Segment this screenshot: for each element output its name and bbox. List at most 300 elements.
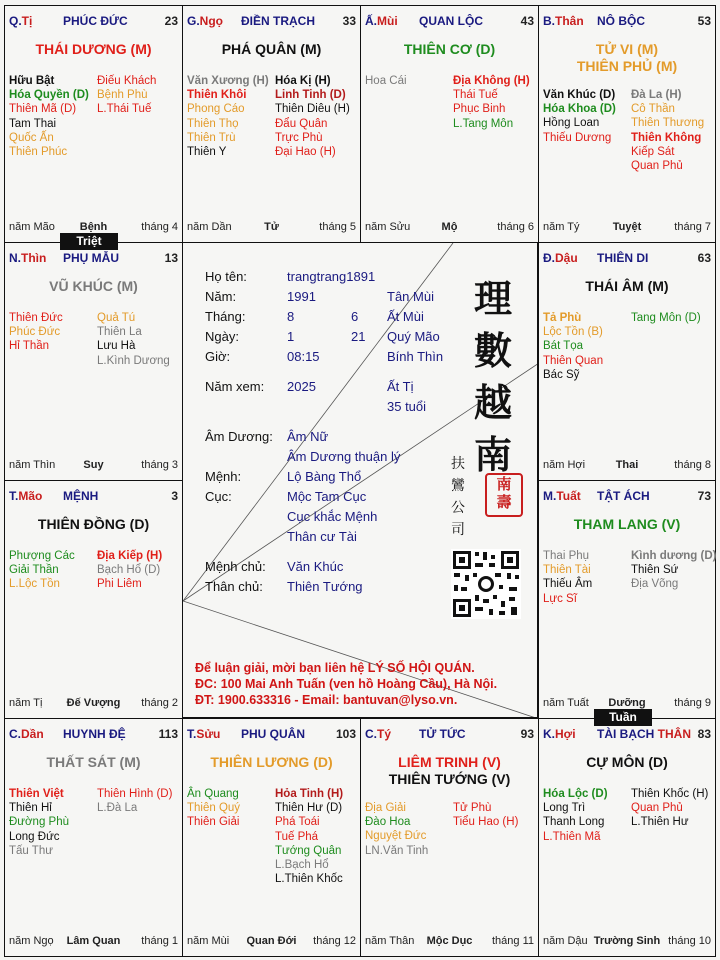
nam-xem-label: Năm xem: — [205, 379, 265, 394]
dai-han-age: 103 — [335, 727, 356, 741]
main-stars — [7, 278, 180, 295]
luu-nien-year: năm Mùi — [187, 935, 230, 947]
tu-vi-chart — [4, 5, 716, 957]
main-star: THÁI ÂM (M) — [585, 278, 669, 294]
luu-nien-year: năm Thìn — [9, 459, 56, 471]
luu-nguyet-month: tháng 1 — [141, 935, 178, 947]
minor-star: Thiên Mã (D) — [9, 103, 77, 116]
palace-header — [187, 14, 356, 28]
palace-name: NÔ BỘC — [597, 14, 645, 28]
calligraphy-small: 扶 鸞 公 司 — [451, 456, 465, 538]
palace-than[interactable] — [538, 5, 716, 243]
minor-star: Thiên Sứ — [631, 564, 679, 577]
main-star: TỬ VI (M) — [595, 41, 659, 57]
ho-ten-label: Họ tên: — [205, 269, 247, 284]
ngay-duong-lich: 21 — [351, 329, 366, 344]
dai-han-age: 43 — [520, 14, 534, 28]
luu-nguyet-month: tháng 6 — [497, 221, 534, 233]
minor-star: LN.Văn Tinh — [365, 844, 429, 857]
thien-can: G. — [187, 14, 200, 28]
thien-can: Q. — [9, 14, 22, 28]
contact-note-1: Để luận giải, mời bạn liên hệ LÝ SỐ HỘI QUÁN. — [195, 661, 475, 675]
minor-star: Văn Khúc (D) — [543, 89, 616, 101]
am-duong-label: Âm Dương: — [205, 429, 273, 444]
palace-tuat[interactable] — [538, 480, 716, 719]
right-stars — [631, 787, 708, 830]
minor-star: Quan Phủ — [631, 802, 683, 815]
palace-name: ĐIỀN TRẠCH — [241, 14, 315, 28]
calligraphy-char-3: 越 — [473, 380, 512, 425]
right-stars — [97, 549, 162, 592]
gio-value: 08:15 — [287, 349, 320, 364]
left-stars — [543, 787, 608, 844]
minor-star: L.Bạch Hổ — [275, 859, 329, 872]
thien-can: Đ. — [543, 251, 555, 265]
than-cu: Thân cư Tài — [287, 529, 357, 544]
palace-can-chi — [543, 489, 581, 503]
palace-suu[interactable] — [182, 718, 361, 957]
main-star: THẤT SÁT (M) — [46, 754, 141, 770]
triet-marker: Triệt — [60, 233, 118, 250]
truong-sinh: Dưỡng — [608, 697, 646, 709]
minor-star: Thiên Quý — [187, 802, 241, 815]
minor-star: Quả Tú — [97, 312, 136, 324]
luu-nien-year: năm Tý — [543, 221, 580, 233]
minor-star: Địa Võng — [631, 578, 679, 591]
main-stars — [185, 754, 358, 771]
main-stars — [363, 754, 536, 788]
ngay-label: Ngày: — [205, 329, 239, 344]
cuc-value: Mộc Tam Cục — [287, 489, 367, 504]
left-stars — [365, 801, 428, 858]
minor-star: Hóa Khoa (D) — [543, 103, 616, 116]
right-stars — [631, 311, 701, 325]
minor-star: L.Lộc Tồn — [9, 578, 60, 591]
main-star: THIÊN PHỦ (M) — [576, 58, 678, 74]
minor-star: Trực Phù — [275, 131, 323, 144]
minor-star: Kiếp Sát — [631, 145, 675, 158]
main-star: THIÊN TƯỚNG (V) — [388, 771, 511, 787]
dia-chi: Dậu — [555, 251, 578, 265]
dai-han-age: 83 — [697, 727, 711, 741]
main-stars — [541, 754, 713, 771]
tuan-marker: Tuần — [594, 709, 652, 726]
thang-can-chi: Ất Mùi — [387, 309, 424, 324]
luu-nguyet-month: tháng 5 — [319, 221, 356, 233]
luu-nguyet-month: tháng 7 — [674, 221, 711, 233]
minor-star: Thiếu Âm — [543, 578, 593, 591]
minor-star: Linh Tinh (D) — [275, 89, 346, 102]
truong-sinh: Thai — [615, 459, 639, 471]
minor-star: Hỉ Thần — [9, 340, 50, 353]
minor-star: Thiên Khôi — [187, 89, 247, 102]
palace-dan[interactable] — [4, 718, 183, 957]
main-star: CỰ MÔN (D) — [586, 754, 668, 770]
truong-sinh: Tử — [264, 221, 279, 233]
minor-star: Tam Thai — [9, 117, 57, 130]
palace-header — [187, 727, 356, 741]
minor-star: L.Đà La — [97, 802, 138, 815]
minor-star: Long Đức — [9, 830, 60, 843]
main-star: THIÊN ĐỒNG (D) — [37, 516, 150, 532]
palace-dau[interactable] — [538, 242, 716, 481]
luu-nien-year: năm Hợi — [543, 459, 586, 471]
gio-can-chi: Bính Thìn — [387, 349, 444, 364]
dai-han-age: 13 — [164, 251, 178, 265]
contact-phone-email[interactable]: ĐT: 1900.633316 - Email: bantuvan@lyso.vn. — [195, 693, 458, 707]
contact-address: ĐC: 100 Mai Anh Tuấn (ven hồ Hoàng Cầu), Hà Nội. — [195, 677, 498, 691]
minor-star: L.Thiên Hư — [631, 816, 689, 829]
thien-can: Ấ. — [365, 14, 377, 28]
minor-star: Đà La (H) — [631, 89, 682, 101]
minor-star: Hồng Loan — [543, 117, 600, 130]
truong-sinh: Quan Đới — [246, 935, 297, 947]
menh-chu-label: Mệnh chủ: — [205, 559, 266, 574]
palace-name: HUYNH ĐỆ — [63, 727, 126, 741]
minor-star: Tiểu Hao (H) — [453, 816, 519, 829]
thien-can: N. — [9, 251, 21, 265]
main-stars — [7, 41, 180, 58]
minor-star: Thiên Thương — [631, 117, 705, 130]
main-stars — [185, 41, 358, 58]
palace-header — [9, 727, 178, 741]
dia-chi: Thìn — [21, 251, 47, 265]
than-chu-label: Thân chủ: — [205, 579, 263, 594]
minor-star: Thiên Quan — [543, 354, 604, 367]
minor-star: Hóa Quyền (D) — [9, 89, 89, 102]
minor-star: Địa Kiếp (H) — [97, 550, 163, 562]
palace-thin[interactable] — [4, 242, 183, 481]
thien-can: C. — [365, 727, 377, 741]
luu-nguyet-month: tháng 2 — [141, 697, 178, 709]
minor-star: Cô Thần — [631, 103, 675, 116]
minor-star: Văn Xương (H) — [187, 75, 269, 87]
right-stars — [631, 549, 716, 592]
center-info-panel — [182, 242, 538, 718]
dia-chi: Tuất — [556, 489, 581, 503]
luu-nguyet-month: tháng 8 — [674, 459, 711, 471]
luu-nien-year: năm Sửu — [365, 221, 411, 233]
dai-han-age: 23 — [164, 14, 178, 28]
right-stars — [453, 74, 530, 131]
palace-footer — [543, 459, 711, 472]
thien-can: T. — [9, 489, 19, 503]
minor-star: Kình dương (D) — [631, 550, 717, 562]
luu-nguyet-month: tháng 11 — [491, 935, 534, 947]
minor-star: Thiên Phúc — [9, 146, 68, 159]
palace-can-chi — [9, 14, 32, 28]
luu-nguyet-month: tháng 12 — [313, 935, 356, 947]
truong-sinh: Trường Sinh — [593, 935, 661, 947]
main-star: THAM LANG (V) — [573, 516, 681, 532]
palace-name: PHÚC ĐỨC — [63, 14, 128, 28]
left-stars — [365, 74, 407, 88]
truong-sinh: Suy — [83, 459, 104, 471]
right-stars — [275, 787, 343, 886]
ho-ten-value: trangtrang1891 — [287, 269, 376, 284]
left-stars — [543, 549, 592, 606]
thang-duong-lich: 6 — [351, 309, 359, 324]
dia-chi: Ngọ — [199, 14, 223, 28]
minor-star: Đẩu Quân — [275, 117, 328, 130]
minor-star: Quốc Ấn — [9, 131, 54, 144]
minor-star: L.Thái Tuế — [97, 103, 152, 116]
palace-can-chi — [365, 14, 398, 28]
minor-star: Thiên Trù — [187, 131, 236, 144]
calligraphy-char-1: 理 — [473, 276, 512, 321]
minor-star: Thiên Hỉ — [9, 802, 52, 815]
thang-label: Tháng: — [205, 309, 246, 324]
minor-star: Tướng Quân — [275, 844, 342, 857]
palace-name: PHỤ MẪU — [63, 251, 119, 265]
main-star: PHÁ QUÂN (M) — [221, 41, 322, 57]
luu-nguyet-month: tháng 3 — [141, 459, 178, 471]
palace-header — [543, 727, 711, 741]
minor-star: Thanh Long — [543, 816, 605, 829]
truong-sinh: Tuyệt — [612, 221, 642, 233]
palace-header — [543, 251, 711, 265]
minor-star: Phúc Đức — [9, 326, 61, 339]
palace-footer — [543, 221, 711, 234]
minor-star: Phi Liêm — [97, 578, 142, 591]
dia-chi: Mão — [18, 489, 43, 503]
minor-star: Bệnh Phù — [97, 89, 148, 102]
calligraphy-char-2: 數 — [473, 328, 512, 373]
minor-star: Ân Quang — [187, 788, 239, 800]
thang-am-lich: 8 — [287, 309, 295, 324]
gio-label: Giờ: — [205, 349, 231, 364]
palace-header — [365, 14, 534, 28]
minor-star: Địa Giải — [365, 802, 406, 814]
right-stars — [453, 801, 518, 829]
thien-can: C. — [9, 727, 21, 741]
minor-star: Thiên Giải — [187, 816, 240, 829]
minor-star: Thiên Hư (D) — [275, 802, 343, 815]
nam-value: 1991 — [287, 289, 316, 304]
right-stars — [97, 74, 156, 117]
am-duong-value: Âm Nữ — [287, 429, 329, 444]
minor-star: Bát Tọa — [543, 340, 584, 353]
nam-xem-can-chi: Ất Tị — [387, 379, 414, 394]
nam-xem-value: 2025 — [287, 379, 316, 394]
dai-han-age: 63 — [697, 251, 711, 265]
palace-name: TÀI BẠCH — [597, 727, 655, 741]
left-stars — [543, 311, 603, 382]
minor-star: Hoa Cái — [365, 75, 407, 87]
main-stars — [363, 41, 536, 58]
ngay-can-chi: Quý Mão — [387, 329, 440, 344]
minor-star: Bác Sỹ — [543, 368, 580, 381]
dia-chi: Thân — [555, 14, 584, 28]
am-duong-relation: Âm Dương thuận lý — [287, 449, 401, 464]
truong-sinh: Bệnh — [79, 221, 108, 233]
menh-chu-value: Văn Khúc — [287, 559, 344, 574]
truong-sinh: Lâm Quan — [66, 935, 121, 947]
right-stars — [275, 74, 350, 159]
palace-can-chi — [9, 251, 46, 265]
luu-nien-year: năm Tuất — [543, 697, 589, 709]
dai-han-age: 93 — [520, 727, 534, 741]
main-star: THIÊN LƯƠNG (D) — [210, 754, 333, 770]
palace-can-chi — [543, 727, 576, 741]
minor-star: Địa Không (H) — [453, 75, 530, 87]
minor-star: L.Thiên Khốc — [275, 873, 343, 886]
palace-name: PHU QUÂN — [241, 727, 306, 741]
palace-name: TỬ TỨC — [419, 727, 466, 741]
left-stars — [187, 787, 240, 830]
minor-star: Thiên Đức — [9, 312, 63, 324]
luu-nguyet-month: tháng 9 — [674, 697, 711, 709]
main-stars — [541, 278, 713, 295]
luu-nien-year: năm Mão — [9, 221, 55, 233]
left-stars — [9, 787, 69, 858]
thien-can: T. — [187, 727, 197, 741]
palace-name: THIÊN DI — [597, 251, 649, 265]
left-stars — [9, 74, 89, 159]
truong-sinh: Mộc Dục — [426, 935, 473, 947]
main-star: VŨ KHÚC (M) — [49, 278, 138, 294]
minor-star: Long Trì — [543, 802, 586, 815]
palace-ty[interactable] — [360, 718, 539, 957]
palace-mao[interactable] — [4, 480, 183, 719]
palace-header — [543, 14, 711, 28]
palace-footer — [187, 935, 356, 948]
thien-can: K. — [543, 727, 555, 741]
dia-chi: Tị — [21, 14, 33, 28]
minor-star: Thiên Tài — [543, 564, 591, 577]
dai-han-age: 73 — [697, 489, 711, 503]
right-stars — [97, 311, 170, 368]
palace-hoi[interactable] — [538, 718, 716, 957]
palace-footer — [9, 935, 178, 948]
minor-star: Tả Phù — [543, 312, 582, 324]
palace-header — [9, 251, 178, 265]
palace-ti[interactable] — [4, 5, 183, 243]
left-stars — [543, 88, 616, 145]
palace-can-chi — [365, 727, 391, 741]
dia-chi: Dần — [21, 727, 44, 741]
minor-star: Lực Sĩ — [543, 592, 577, 605]
luu-nguyet-month: tháng 4 — [141, 221, 178, 233]
luu-nien-year: năm Thân — [365, 935, 415, 947]
palace-mui[interactable] — [360, 5, 539, 243]
palace-footer — [9, 459, 178, 472]
dia-chi: Tý — [377, 727, 392, 741]
minor-star: Giải Thần — [9, 564, 59, 577]
minor-star: Bạch Hổ (D) — [97, 564, 161, 577]
palace-footer — [187, 221, 356, 234]
main-stars — [7, 754, 180, 771]
palace-name: MỆNH — [63, 489, 99, 503]
dai-han-age: 3 — [171, 489, 178, 503]
minor-star: Nguyệt Đức — [365, 830, 427, 843]
palace-ngo[interactable] — [182, 5, 361, 243]
minor-star: Đại Hao (H) — [275, 146, 336, 159]
right-stars — [631, 88, 704, 173]
minor-star: L.Thiên Mã — [543, 830, 601, 843]
than-marker: THÂN — [657, 727, 691, 741]
calligraphy-char-4: 南 — [473, 432, 512, 477]
luu-nien-year: năm Ngọ — [9, 935, 54, 947]
main-stars — [7, 516, 180, 533]
palace-can-chi — [543, 251, 578, 265]
main-star: LIÊM TRINH (V) — [398, 754, 501, 770]
palace-can-chi — [9, 489, 42, 503]
minor-star: Đường Phù — [9, 816, 69, 829]
palace-can-chi — [543, 14, 584, 28]
dai-han-age: 33 — [342, 14, 356, 28]
menh-label: Mệnh: — [205, 469, 242, 484]
minor-star: Tang Môn (D) — [631, 312, 701, 324]
minor-star: Thiên Không — [631, 131, 702, 144]
palace-header — [365, 727, 534, 741]
minor-star: Quan Phủ — [631, 160, 683, 173]
main-stars — [541, 41, 713, 75]
right-stars — [97, 787, 172, 815]
nam-can-chi: Tân Mùi — [387, 289, 434, 304]
cuc-relation: Cục khắc Mệnh — [287, 509, 378, 524]
main-stars — [541, 516, 713, 533]
minor-star: Thiên Y — [187, 146, 227, 159]
minor-star: Phượng Các — [9, 550, 75, 562]
than-chu-value: Thiên Tướng — [287, 579, 363, 594]
left-stars — [187, 74, 269, 159]
palace-footer — [365, 221, 534, 234]
palace-footer — [9, 697, 178, 710]
nam-label: Năm: — [205, 289, 237, 304]
minor-star: Thiên Việt — [9, 788, 64, 800]
palace-can-chi — [187, 14, 223, 28]
minor-star: L.Tang Môn — [453, 117, 514, 130]
truong-sinh: Đế Vượng — [66, 697, 121, 709]
dia-chi: Mùi — [377, 14, 398, 28]
minor-star: Phong Cáo — [187, 103, 245, 116]
minor-star: Phá Toái — [275, 816, 320, 829]
qr-code[interactable] — [451, 549, 521, 619]
palace-name: TẬT ÁCH — [597, 489, 650, 503]
left-stars — [9, 311, 63, 354]
thien-can: M. — [543, 489, 557, 503]
main-star: THÁI DƯƠNG (M) — [35, 41, 152, 57]
menh-value: Lộ Bàng Thổ — [287, 469, 362, 484]
main-star: THIÊN CƠ (D) — [403, 41, 496, 57]
minor-star: Thiên Khốc (H) — [631, 788, 709, 800]
luu-nguyet-month: tháng 10 — [668, 935, 711, 947]
thien-can: B. — [543, 14, 555, 28]
luu-nien-year: năm Dậu — [543, 935, 588, 947]
truong-sinh: Mộ — [441, 221, 458, 233]
dia-chi: Sửu — [196, 727, 221, 741]
ngay-am-lich: 1 — [287, 329, 295, 344]
left-stars — [9, 549, 75, 592]
cuc-label: Cục: — [205, 489, 232, 504]
minor-star: Thiên Hình (D) — [97, 788, 173, 800]
palace-header — [543, 489, 711, 503]
minor-star: Lưu Hà — [97, 340, 136, 353]
luu-nien-year: năm Dần — [187, 221, 232, 233]
red-seal-stamp — [485, 473, 523, 517]
minor-star: Lộc Tồn (B) — [543, 326, 603, 339]
minor-star: Tấu Thư — [9, 844, 53, 857]
minor-star: Điếu Khách — [97, 75, 157, 87]
minor-star: Thiên La — [97, 326, 142, 339]
minor-star: Hóa Lộc (D) — [543, 788, 608, 800]
palace-can-chi — [187, 727, 220, 741]
palace-footer — [543, 935, 711, 948]
minor-star: Thiên Diêu (H) — [275, 103, 350, 116]
minor-star: Thiên Thọ — [187, 117, 239, 130]
palace-name: QUAN LỘC — [419, 14, 483, 28]
